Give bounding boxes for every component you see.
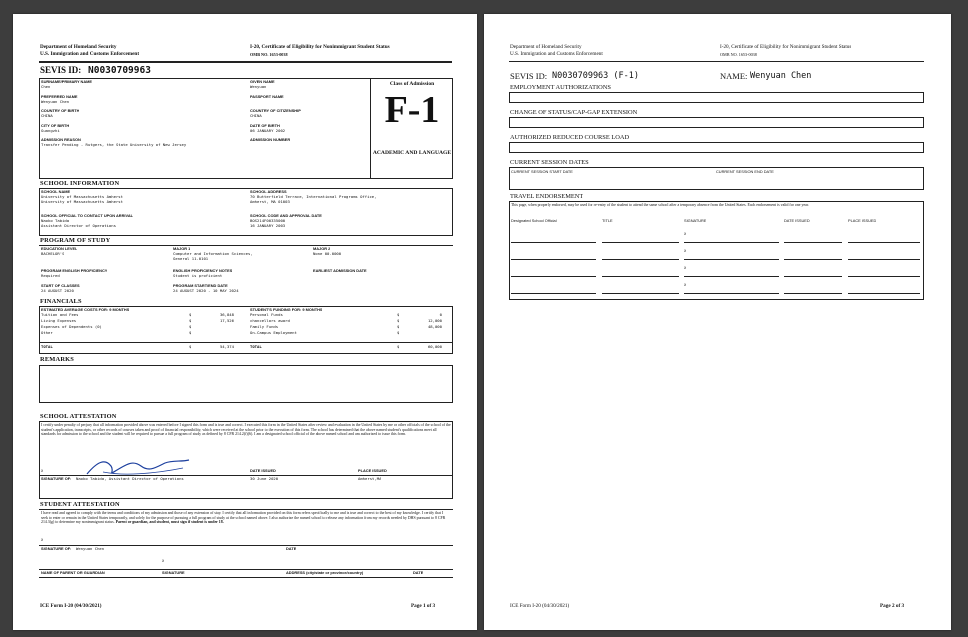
sevis-label: SEVIS ID: — [40, 65, 82, 75]
approval-date: 16 JANUARY 2003 — [250, 224, 286, 228]
education-level: BACHELOR'S — [41, 252, 65, 256]
total-cost-label: TOTAL — [41, 345, 53, 349]
english-notes-label: ENGLISH PROFICIENCY NOTES — [173, 269, 233, 273]
travel-row-line — [511, 242, 596, 243]
date-issued-label: DATE ISSUED — [250, 469, 276, 473]
header-rule — [39, 61, 452, 63]
travel-header-cell: PLACE ISSUED — [848, 219, 877, 223]
reduced-load-title: AUTHORIZED REDUCED COURSE LOAD — [510, 134, 630, 141]
sevis-id: N0030709963 — [88, 65, 151, 76]
remarks-box — [39, 365, 453, 403]
funding-label: STUDENT'S FUNDING FOR: 9 MONTHS — [250, 308, 323, 312]
funding-item: chancellors award — [250, 319, 290, 323]
school-official-label: SCHOOL OFFICIAL TO CONTACT UPON ARRIVAL — [41, 214, 134, 218]
visa-class-type: ACADEMIC AND LANGUAGE — [372, 150, 452, 156]
session-start-label: CURRENT SESSION START DATE — [511, 170, 573, 174]
travel-row-x: X — [684, 266, 687, 270]
student-date-label: DATE — [286, 547, 297, 551]
program-dates: 24 AUGUST 2020 - 10 MAY 2024 — [173, 289, 239, 293]
dept-name-p2: Department of Homeland Security — [510, 44, 582, 50]
parent-address-label: ADDRESS (city/state or province/country) — [286, 571, 364, 575]
surname: Chen — [41, 85, 51, 89]
birth-city-label: CITY OF BIRTH — [41, 124, 70, 128]
school-official-title: Assistant Director of Operations — [41, 224, 116, 228]
cost-item: Expenses of Dependents (0) — [41, 325, 102, 329]
student-signature-name: Wenyuan Chen — [76, 547, 105, 551]
surname-label: SURNAME/PRIMARY NAME — [41, 80, 93, 84]
school-info-title: SCHOOL INFORMATION — [40, 180, 120, 187]
dept-name: Department of Homeland Security — [40, 44, 117, 50]
travel-row-line — [684, 276, 779, 277]
travel-row-line — [684, 242, 779, 243]
travel-endorsement-title: TRAVEL ENDORSEMENT — [510, 193, 584, 200]
student-attestation-bold: Parent or guardian, and student, must sign if student is under 18. — [115, 520, 224, 525]
sevis-id-p2: N0030709963 (F-1) — [552, 71, 639, 81]
given-name: Wenyuan — [250, 85, 267, 89]
cost-amount: 36,848 — [219, 313, 234, 317]
school-address-2: Amherst, MA 01003 — [250, 200, 290, 204]
school-official-name: Naoko Tabida — [41, 219, 70, 223]
class-of-admission-label: Class of Admission — [389, 81, 435, 87]
school-name-label: SCHOOL NAME — [41, 190, 71, 194]
cost-item: Living Expenses — [41, 319, 77, 323]
given-name-label: GIVEN NAME — [250, 80, 275, 84]
page-1 — [13, 14, 477, 630]
birth-city: Guangzhi — [41, 129, 60, 133]
start-of-classes-label: START OF CLASSES — [41, 284, 80, 288]
travel-row-line — [602, 242, 679, 243]
admission-number-label: ADMISSION NUMBER — [250, 138, 291, 142]
omb-number: OMB NO. 1653-0038 — [250, 52, 288, 57]
school-code-label: SCHOOL CODE AND APPROVAL DATE — [250, 214, 322, 218]
footer-page-number: Page 1 of 3 — [411, 603, 436, 609]
travel-row-line — [602, 276, 679, 277]
student-signature-label: SIGNATURE OF: — [41, 547, 72, 551]
travel-row-line — [848, 242, 920, 243]
dob-label: DATE OF BIRTH — [250, 124, 280, 128]
parent-signature-label: SIGNATURE — [162, 571, 185, 575]
travel-endorsement-text: This page, when properly endorsed, may be used for re-entry of the student to attend the same school after a temporary absence from the United States. Each endorsement is valid for one year. — [511, 203, 809, 207]
travel-row-line — [848, 259, 920, 260]
agency-name-p2: U.S. Immigration and Customs Enforcement — [510, 51, 603, 57]
passport-name-label: PASSPORT NAME — [250, 95, 284, 99]
employment-box — [509, 92, 924, 103]
reduced-load-box — [509, 142, 924, 153]
travel-header-cell: DATE ISSUED — [784, 219, 810, 223]
earliest-admission-label: EARLIEST ADMISSION DATE — [313, 269, 367, 273]
student-sign-x: X — [41, 538, 44, 542]
admission-reason-label: ADMISSION REASON — [41, 138, 81, 142]
citizenship: CHINA — [250, 114, 262, 118]
costs-label: ESTIMATED AVERAGE COSTS FOR: 9 MONTHS — [41, 308, 130, 312]
funding-item: Family Funds — [250, 325, 279, 329]
school-code: BOS214F00335000 — [250, 219, 286, 223]
page-2 — [484, 14, 951, 630]
citizenship-label: COUNTRY OF CITIZENSHIP — [250, 109, 301, 113]
visa-class: F-1 — [384, 90, 440, 130]
session-dates-title: CURRENT SESSION DATES — [510, 159, 589, 166]
birth-country: CHINA — [41, 114, 53, 118]
major1-label: MAJOR 1 — [173, 247, 191, 251]
travel-header-cell: TITLE — [602, 219, 613, 223]
program-dates-label: PROGRAM START/END DATE — [173, 284, 228, 288]
school-attestation-title: SCHOOL ATTESTATION — [40, 413, 117, 420]
major2-label: MAJOR 2 — [313, 247, 331, 251]
cost-item: Tuition and Fees — [41, 313, 79, 317]
footer-form-number: ICE Form I-20 (04/30/2021) — [40, 603, 102, 609]
form-title: I-20, Certificate of Eligibility for Nonimmigrant Student Status — [250, 44, 390, 50]
agency-name: U.S. Immigration and Customs Enforcement — [40, 51, 140, 57]
footer-page-number-p2: Page 2 of 3 — [880, 603, 905, 609]
school-address-1: 70 Butterfield Terrace, International Programs Office, — [250, 195, 377, 199]
travel-row-line — [602, 259, 679, 260]
funding-amount: 0 — [439, 313, 442, 317]
total-funding-currency: $ — [397, 345, 400, 349]
change-status-title: CHANGE OF STATUS/CAP-GAP EXTENSION — [510, 109, 638, 116]
travel-row-line — [511, 276, 596, 277]
student-attestation-title: STUDENT ATTESTATION — [40, 501, 120, 508]
funding-amount: 12,000 — [427, 319, 442, 323]
date-of-birth: 06 JANUARY 2002 — [250, 129, 286, 133]
travel-row-line — [784, 259, 842, 260]
birth-country-label: COUNTRY OF BIRTH — [41, 109, 80, 113]
financials-box — [39, 306, 453, 354]
cost-currency: $ — [189, 331, 192, 335]
preferred-name: Wenyuan Chen — [41, 100, 70, 104]
total-funding: 60,000 — [427, 345, 442, 349]
travel-row-line — [684, 293, 779, 294]
major1-a: Computer and Information Sciences, — [173, 252, 253, 256]
student-attestation-body: I have read and agreed to comply with the terms and conditions of my admission and those of any extension of stay. I certify that all information provided on this form refers specifically to me and is true and correct to the best of my knowledge. I certify that I seek to enter or remain in the United States temporarily, and solely for the purpose of pursuing a full program of study at the school named above. I also authorize the named school to release any information from my records needed by DHS pursuant to 8 CFR 214.3(g) to determine my nonimmigrant status. — [41, 511, 446, 525]
travel-row-line — [848, 276, 920, 277]
name-label-p2: NAME: — [720, 71, 748, 81]
travel-endorsement-box — [509, 201, 924, 300]
admission-reason: Transfer Pending - Rutgers, the State University of New Jersey — [41, 143, 187, 147]
change-status-box — [509, 117, 924, 128]
place-issued: Amherst,MA — [358, 477, 382, 481]
school-attestation-text: I certify under penalty of perjury that all information provided above was entered before I signed this form and is true and correct. I executed this form in the United States after review and evaluation in the United States by me or other officials of the school of the student's application, transcripts, or other records of courses taken and proof of financial responsibility, which were received at the school prior to the execution of this form. The school has determined that the above named student's qualifications meet all standards for admission to the school and the student will be required to pursue a full program of study as defined by 8 CFR 214.2(f)(6). I am a designated school official of the above named school and am authorized to issue this form. — [41, 423, 451, 437]
travel-row-line — [602, 293, 679, 294]
cost-currency: $ — [189, 313, 192, 317]
student-attestation-text — [41, 511, 451, 534]
date-issued: 30 June 2020 — [250, 477, 279, 481]
remarks-title: REMARKS — [40, 356, 75, 363]
travel-row-x: X — [684, 249, 687, 253]
funding-item: On-Campus Employment — [250, 331, 297, 335]
parent-date-label: DATE — [413, 571, 424, 575]
preferred-name-label: PREFERRED NAME — [41, 95, 78, 99]
school-signature-name: Naoko Tabida, Assistant Director of Operations — [76, 477, 184, 481]
travel-row-line — [511, 293, 596, 294]
education-level-label: EDUCATION LEVEL — [41, 247, 78, 251]
cost-item: Other — [41, 331, 53, 335]
form-title-p2: I-20, Certificate of Eligibility for Nonimmigrant Student Status — [720, 44, 852, 50]
english-proficiency: Required — [41, 274, 60, 278]
travel-row-x: X — [684, 283, 687, 287]
program-title: PROGRAM OF STUDY — [40, 237, 111, 244]
cost-currency: $ — [189, 319, 192, 323]
total-cost-currency: $ — [189, 345, 192, 349]
school-name-1: University of Massachusetts Amherst — [41, 195, 123, 199]
english-proficiency-label: PROGRAM ENGLISH PROFICIENCY — [41, 269, 108, 273]
travel-header-cell: SIGNATURE — [684, 219, 707, 223]
funding-currency: $ — [397, 325, 400, 329]
major1-b: General 11.0101 — [173, 257, 209, 261]
session-end-label: CURRENT SESSION END DATE — [716, 170, 774, 174]
cost-amount: 17,526 — [219, 319, 234, 323]
travel-header-cell: Designated School Official — [511, 219, 557, 223]
school-sign-x: X — [41, 469, 44, 473]
funding-currency: $ — [397, 331, 400, 335]
total-funding-label: TOTAL — [250, 345, 262, 349]
travel-row-line — [511, 259, 596, 260]
funding-currency: $ — [397, 313, 400, 317]
travel-row-line — [684, 259, 779, 260]
parent-name-label: NAME OF PARENT OR GUARDIAN — [41, 571, 105, 575]
cost-currency: $ — [189, 325, 192, 329]
financials-title: FINANCIALS — [40, 298, 82, 305]
travel-row-line — [848, 293, 920, 294]
sevis-label-p2: SEVIS ID: — [510, 71, 548, 81]
english-notes: Student is proficient — [173, 274, 223, 278]
travel-row-line — [784, 242, 842, 243]
school-signature-label: SIGNATURE OF: — [41, 477, 72, 481]
major2: None 00.0000 — [313, 252, 342, 256]
school-name-2: University of Massachusetts Amherst — [41, 200, 123, 204]
footer-form-number-p2: ICE Form I-20 (04/30/2021) — [510, 603, 570, 609]
travel-row-line — [784, 293, 842, 294]
travel-row-x: X — [684, 232, 687, 236]
funding-currency: $ — [397, 319, 400, 323]
funding-amount: 48,000 — [427, 325, 442, 329]
total-cost: 54,374 — [219, 345, 234, 349]
funding-item: Personal Funds — [250, 313, 283, 317]
place-issued-label: PLACE ISSUED — [358, 469, 387, 473]
student-name-p2: Wenyuan Chen — [750, 71, 812, 81]
travel-row-line — [784, 276, 842, 277]
omb-number-p2: OMB NO. 1653-0038 — [720, 52, 757, 57]
employment-title: EMPLOYMENT AUTHORIZATIONS — [510, 84, 611, 91]
school-address-label: SCHOOL ADDRESS — [250, 190, 287, 194]
parent-sign-x: X — [162, 559, 165, 563]
start-of-classes: 24 AUGUST 2020 — [41, 289, 74, 293]
